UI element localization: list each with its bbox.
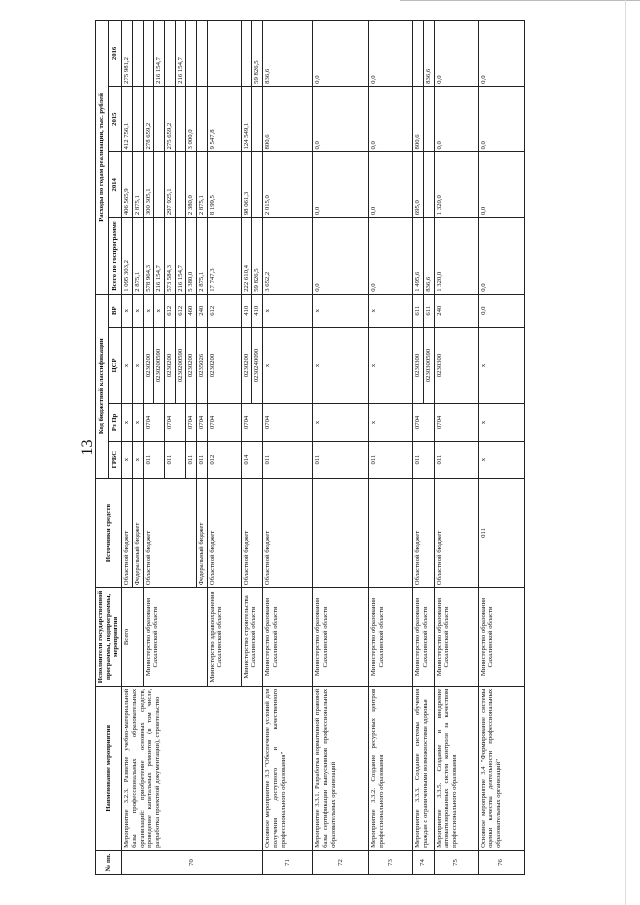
row-source	[369, 478, 413, 587]
row-source: Областной бюджет	[241, 478, 262, 587]
cell-2014: 0,0	[369, 152, 413, 218]
cell-rzpr: 0704	[263, 404, 313, 441]
row-source: Федеральный бюджет	[197, 478, 208, 587]
row-num: 72	[313, 850, 369, 874]
cell-total: 3 652,2	[263, 218, 313, 295]
cell-2014: 300 305,1	[143, 152, 154, 218]
cell-csr: x	[122, 327, 133, 404]
row-num: 74	[413, 850, 434, 874]
cell-csr: x	[263, 327, 313, 404]
cell-vr: 612	[164, 294, 175, 327]
cell-2015: 800,6	[413, 86, 424, 152]
cell-vr: x	[313, 294, 369, 327]
cell-2015: 0,0	[478, 86, 524, 152]
header-2014: 2014	[109, 152, 122, 218]
cell-2015	[252, 86, 263, 152]
cell-2014: 406 565,9	[122, 152, 133, 218]
page-number: 13	[79, 439, 96, 456]
cell-vr: 460	[186, 294, 197, 327]
cell-vr: 0,0	[478, 294, 524, 327]
cell-total: 1 320,0	[434, 218, 478, 295]
cell-csr: x	[369, 327, 413, 404]
cell-2014: 8 199,5	[207, 152, 241, 218]
cell-vr: 240	[434, 294, 478, 327]
cell-2016: 216 154,7	[175, 21, 186, 87]
cell-grbs: 011	[313, 441, 369, 478]
header-total: Всего по госпрограмме	[109, 218, 122, 295]
cell-2014: 0,0	[478, 152, 524, 218]
cell-total: 1 495,6	[413, 218, 424, 295]
budget-table	[95, 20, 525, 875]
cell-vr: x	[132, 294, 143, 327]
cell-2014: 695,0	[413, 152, 424, 218]
header-source: Источники средств	[96, 478, 122, 587]
cell-rzpr: 0704	[197, 404, 208, 441]
cell-csr: 0230200	[164, 327, 175, 404]
row-executor: Министерство образования Сахалинской области	[143, 588, 207, 687]
cell-rzpr: 0704	[207, 404, 241, 441]
cell-grbs: 011	[164, 441, 185, 478]
cell-csr: 0230240090	[252, 327, 263, 404]
rotated-page	[79, 20, 605, 875]
cell-csr: 0230200590	[154, 327, 165, 404]
cell-2016: 0,0	[313, 21, 369, 87]
row-executor: Министерство образования Сахалинской области	[413, 588, 434, 687]
cell-2016	[207, 21, 241, 87]
cell-vr: 410	[252, 294, 263, 327]
header-grbs: ГРБС	[109, 441, 122, 478]
cell-total: 0,0	[369, 218, 413, 295]
row-executor: Министерство образования Сахалинской области	[263, 588, 313, 687]
cell-2015: 0,0	[313, 86, 369, 152]
table-row	[122, 21, 133, 875]
header-num: № пп.	[96, 850, 122, 874]
cell-csr: x	[313, 327, 369, 404]
cell-grbs: 011	[434, 441, 478, 478]
cell-csr: 0230200	[207, 327, 241, 404]
cell-vr: x	[263, 294, 313, 327]
header-2015: 2015	[109, 86, 122, 152]
header-name: Наименование мероприятия	[96, 686, 122, 850]
cell-rzpr: 0704	[413, 404, 434, 441]
row-executor: Министерство образования Сахалинской области	[369, 588, 413, 687]
header-rzpr: Рз Пр	[109, 404, 122, 441]
row-source: Областной бюджет	[207, 478, 241, 587]
row-name: Основное мероприятие 3.4 "Формирование системы оценки качества деятельности профессиональных образовательных организаций"	[478, 686, 524, 850]
cell-2015: 275 659,2	[164, 86, 175, 152]
row-name: Мероприятие 3.3.1. Разработка нормативной правовой базы сертификации выпускников профессиональных образовательных организаций	[313, 686, 369, 850]
row-executor: Министерство здравоохранения Сахалинской области	[207, 588, 241, 687]
table-row	[413, 21, 424, 875]
row-num: 73	[369, 850, 413, 874]
cell-vr: 611	[423, 294, 434, 327]
cell-csr: 0230200	[186, 327, 197, 404]
cell-csr: 0230200590	[175, 327, 186, 404]
cell-grbs: x	[478, 441, 524, 478]
row-executor: Министерство образования Сахалинской области	[434, 588, 478, 687]
table-row	[313, 21, 369, 875]
row-source: Областной бюджет	[263, 478, 313, 587]
cell-rzpr: 0704	[434, 404, 478, 441]
cell-vr: x	[122, 294, 133, 327]
cell-2015	[197, 86, 208, 152]
cell-2015: 3 000,0	[186, 86, 197, 152]
header-budget-code: Код бюджетной классификации	[96, 294, 109, 478]
cell-2014: 297 925,1	[164, 152, 175, 218]
cell-csr: x	[132, 327, 143, 404]
cell-total: 216 154,7	[154, 218, 165, 295]
row-num: 75	[434, 850, 478, 874]
header-2016: 2016	[109, 21, 122, 87]
cell-2015: 0,0	[369, 86, 413, 152]
cell-2014: 98 061,3	[241, 152, 252, 218]
table-row	[434, 21, 478, 875]
cell-rzpr: x	[369, 404, 413, 441]
header-vr: ВР	[109, 294, 122, 327]
cell-grbs: 011	[369, 441, 413, 478]
cell-2014: 1 320,0	[434, 152, 478, 218]
cell-grbs: x	[132, 441, 143, 478]
cell-2015	[175, 86, 186, 152]
row-name: Мероприятие 3.3.3. Создание системы обучения граждан с ограниченными возможностями здоровья	[413, 686, 434, 850]
cell-rzpr: x	[313, 404, 369, 441]
cell-2014: 2 380,0	[186, 152, 197, 218]
cell-2015: 412 756,1	[122, 86, 133, 152]
row-source: Областной бюджет	[434, 478, 478, 587]
cell-2016	[186, 21, 197, 87]
cell-2016	[132, 21, 143, 87]
row-source	[313, 478, 369, 587]
cell-total: 59 826,5	[252, 218, 263, 295]
cell-csr: 0235026	[197, 327, 208, 404]
cell-grbs: 012	[207, 441, 241, 478]
cell-2016	[164, 21, 175, 87]
cell-2016	[197, 21, 208, 87]
cell-2014: 0,0	[313, 152, 369, 218]
cell-total: 2 875,1	[197, 218, 208, 295]
cell-2016: 0,0	[434, 21, 478, 87]
cell-csr: x	[478, 327, 524, 404]
cell-total: 0,0	[478, 218, 524, 295]
cell-2014: 2 875,1	[197, 152, 208, 218]
cell-rzpr: x	[478, 404, 524, 441]
row-num: 76	[478, 850, 524, 874]
cell-2016: 0,0	[478, 21, 524, 87]
cell-rzpr: 0704	[164, 404, 185, 441]
header-executor: Исполнители государственной программы, подпрограммы, мероприятия	[96, 588, 122, 687]
cell-2015	[154, 86, 165, 152]
cell-total: 5 380,0	[186, 218, 197, 295]
cell-2014	[175, 152, 186, 218]
cell-2014	[252, 152, 263, 218]
row-num: 70	[122, 850, 263, 874]
header-csr: ЦСР	[109, 327, 122, 404]
cell-2016	[241, 21, 252, 87]
cell-total: 222 610,4	[241, 218, 252, 295]
cell-2014	[423, 152, 434, 218]
row-num: 71	[263, 850, 313, 874]
cell-rzpr: 0704	[241, 404, 262, 441]
cell-grbs: 011	[197, 441, 208, 478]
cell-grbs: 014	[241, 441, 262, 478]
cell-vr: 410	[241, 294, 252, 327]
cell-vr: 612	[207, 294, 241, 327]
cell-total: 0,0	[313, 218, 369, 295]
cell-grbs: 011	[143, 441, 164, 478]
table-row	[478, 21, 524, 875]
cell-2015: 124 549,1	[241, 86, 252, 152]
cell-2016	[413, 21, 424, 87]
row-name: Мероприятие 3.3.2. Создание ресурсных центров профессионального образования	[369, 686, 413, 850]
row-source: Областной бюджет	[143, 478, 197, 587]
cell-vr: x	[143, 294, 154, 327]
cell-2014	[154, 152, 165, 218]
cell-2015: 9 547,8	[207, 86, 241, 152]
cell-2015: 278 659,2	[143, 86, 154, 152]
scan-edge	[400, 0, 640, 1]
cell-2016: 836,6	[423, 21, 434, 87]
row-source: 011	[478, 478, 524, 587]
cell-2016: 216 154,7	[154, 21, 165, 87]
row-executor: Министерство образования Сахалинской области	[313, 588, 369, 687]
cell-rzpr: 0704	[143, 404, 164, 441]
cell-csr: 0230300590	[423, 327, 434, 404]
cell-total: 578 964,3	[143, 218, 154, 295]
cell-2016: 275 981,2	[122, 21, 133, 87]
cell-2015	[423, 86, 434, 152]
cell-grbs: x	[122, 441, 133, 478]
cell-rzpr: x	[132, 404, 143, 441]
row-source: Областной бюджет	[122, 478, 133, 587]
cell-vr: 612	[175, 294, 186, 327]
cell-total: 2 875,1	[132, 218, 143, 295]
cell-grbs: 011	[413, 441, 434, 478]
cell-2015	[132, 86, 143, 152]
cell-csr: 0230300	[434, 327, 478, 404]
cell-vr: 611	[413, 294, 424, 327]
cell-vr: x	[369, 294, 413, 327]
table-row	[263, 21, 313, 875]
header-expenses: Расходы по годам реализации, тыс. рублей	[96, 21, 109, 295]
cell-total: 836,6	[423, 218, 434, 295]
cell-total: 216 154,7	[175, 218, 186, 295]
cell-total: 573 584,3	[164, 218, 175, 295]
table-row	[369, 21, 413, 875]
cell-rzpr: 0704	[186, 404, 197, 441]
cell-vr: 240	[197, 294, 208, 327]
cell-2015: 0,0	[434, 86, 478, 152]
cell-2016: 0,0	[369, 21, 413, 87]
cell-2016: 836,6	[263, 21, 313, 87]
cell-2016	[143, 21, 154, 87]
cell-csr: 0230200	[241, 327, 252, 404]
row-source: Федеральный бюджет	[132, 478, 143, 587]
cell-grbs: 011	[186, 441, 197, 478]
cell-2015: 800,6	[263, 86, 313, 152]
row-executor: Министерство строительства Сахалинской области	[241, 588, 262, 687]
cell-2014: 2 875,1	[132, 152, 143, 218]
cell-csr: 0230300	[413, 327, 424, 404]
row-source: Областной бюджет	[413, 478, 434, 587]
cell-vr: x	[154, 294, 165, 327]
cell-grbs: 011	[263, 441, 313, 478]
scan-edge	[625, 0, 626, 905]
cell-total: 17 747,3	[207, 218, 241, 295]
row-name: Основное мероприятие 3.3 "Обеспечение условий для получения доступного и качественного профессионального образования"	[263, 686, 313, 850]
cell-2014: 2 015,0	[263, 152, 313, 218]
cell-rzpr: x	[122, 404, 133, 441]
row-name: Мероприятие 3.3.5. Создание и внедрение автоматизированных систем контроля за качеством профессионального образования	[434, 686, 478, 850]
cell-csr: 0230200	[143, 327, 154, 404]
cell-2016: 59 826,5	[252, 21, 263, 87]
row-executor: Всего	[122, 588, 143, 687]
cell-total: 1 095 303,2	[122, 218, 133, 295]
row-name: Мероприятие 3.2.3. Развитие учебно-материальной базы профессиональных образовательных организаций: приобретение основных средств, проведение капитальных ремонтов (в том числе, разработка проектной документации), строительство	[122, 686, 263, 850]
row-executor: Министерство образования Сахалинской области	[478, 588, 524, 687]
